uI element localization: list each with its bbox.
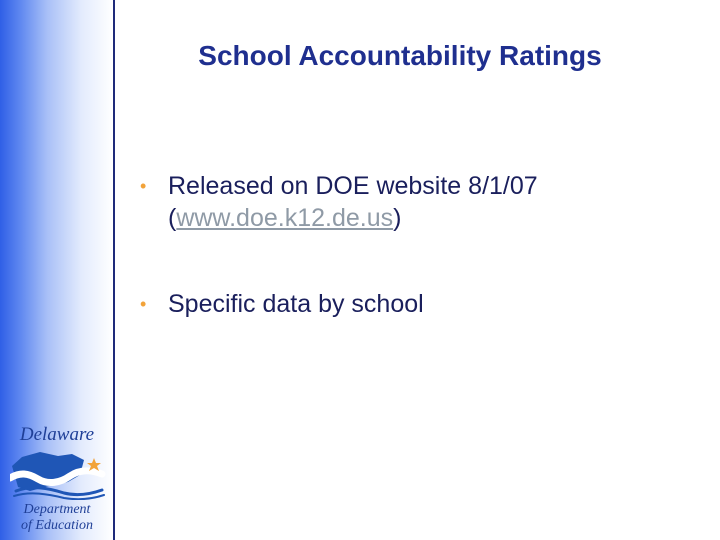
doe-website-link[interactable]: www.doe.k12.de.us <box>176 204 394 232</box>
link-prefix: ( <box>168 204 177 232</box>
delaware-doe-logo <box>8 424 106 536</box>
link-suffix: ) <box>393 204 402 232</box>
bullet-item-release <box>140 170 700 234</box>
bullet-text-specific-data: Specific data by school <box>168 290 424 318</box>
bullet-item-specific-data <box>140 288 700 320</box>
bullet-marker: • <box>140 294 147 314</box>
delaware-state-map-icon <box>10 448 106 500</box>
left-divider-line <box>113 0 115 540</box>
bullet-marker: • <box>140 176 147 196</box>
slide-title: School Accountability Ratings <box>198 40 602 71</box>
logo-education: of Education <box>21 518 93 533</box>
bullet-list <box>140 170 700 374</box>
logo-department: Department <box>23 502 91 517</box>
bullet-text-release: Released on DOE website 8/1/07 <box>168 172 538 200</box>
logo-title: Delaware <box>19 424 95 445</box>
